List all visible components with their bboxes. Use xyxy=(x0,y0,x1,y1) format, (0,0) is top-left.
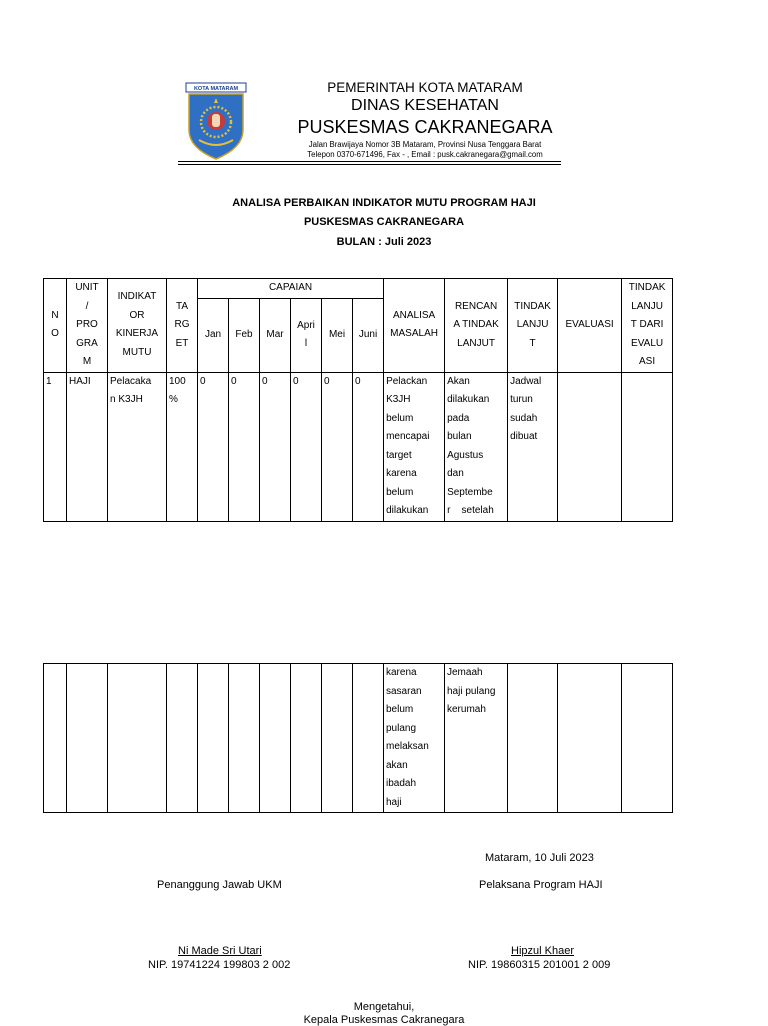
header-target: TA RG ET xyxy=(167,279,198,373)
office-name: DINAS KESEHATAN xyxy=(351,97,499,114)
cell-empty xyxy=(260,664,291,813)
cell-empty xyxy=(622,664,673,813)
cell-empty xyxy=(229,664,260,813)
cell-month: 0 xyxy=(322,372,353,521)
cell-empty xyxy=(322,664,353,813)
cell-target: 100 % xyxy=(167,372,198,521)
cell-month: 0 xyxy=(353,372,384,521)
kota-mataram-logo xyxy=(185,82,247,160)
indicator-table xyxy=(43,278,673,522)
place-date: Mataram, 10 Juli 2023 xyxy=(485,852,594,864)
header-month: Jan xyxy=(198,298,229,372)
table-row xyxy=(44,372,673,521)
cell-empty xyxy=(198,664,229,813)
cell-analisa-cont: karena sasaran belum pulang melaksan akan ibadah haji xyxy=(384,664,445,813)
header-month: Mei xyxy=(322,298,353,372)
cell-indikator: Pelacaka n K3JH xyxy=(108,372,167,521)
header-month: Apri l xyxy=(291,298,322,372)
header-tindak: TINDAK LANJU T xyxy=(508,279,558,373)
report-title: ANALISA PERBAIKAN INDIKATOR MUTU PROGRAM HAJI xyxy=(232,197,536,209)
header-evaluasi: EVALUASI xyxy=(558,279,622,373)
header-rule xyxy=(178,161,561,162)
header-unit: UNIT / PRO GRA M xyxy=(67,279,108,373)
table-row xyxy=(44,664,673,813)
header-indikator: INDIKAT OR KINERJA MUTU xyxy=(108,279,167,373)
head-signer-role: Kepala Puskesmas Cakranegara xyxy=(303,1014,465,1026)
report-month: BULAN : Juli 2023 xyxy=(336,236,432,248)
cell-rencana-cont: Jemaah haji pulang kerumah xyxy=(445,664,508,813)
left-signer-role: Penanggung Jawab UKM xyxy=(157,879,282,891)
cell-tindak: Jadwal turun sudah dibuat xyxy=(508,372,558,521)
report-subtitle: PUSKESMAS CAKRANEGARA xyxy=(303,216,465,228)
right-signer-nip: NIP. 19860315 201001 2 009 xyxy=(468,959,611,971)
logo-label: KOTA MATARAM xyxy=(193,86,239,92)
left-signer-name: Ni Made Sri Utari xyxy=(178,945,262,957)
puskesmas-name: PUSKESMAS CAKRANEGARA xyxy=(297,117,553,137)
cell-empty xyxy=(167,664,198,813)
indicator-table-continued xyxy=(43,663,673,813)
header-month: Juni xyxy=(353,298,384,372)
cell-tindak-evaluasi xyxy=(622,372,673,521)
cell-empty xyxy=(508,664,558,813)
right-signer-name: Hipzul Khaer xyxy=(511,945,574,957)
header-month: Feb xyxy=(229,298,260,372)
govt-name: PEMERINTAH KOTA MATARAM xyxy=(327,80,523,95)
cell-empty xyxy=(558,664,622,813)
contact-line: Telepon 0370-671496, Fax - , Email : pusk.cakranegara@gmail.com xyxy=(307,150,543,159)
header-month: Mar xyxy=(260,298,291,372)
cell-analisa: Pelackan K3JH belum mencapai target karena belum dilakukan xyxy=(384,372,445,521)
header-rencana: RENCAN A TINDAK LANJUT xyxy=(445,279,508,373)
cell-month: 0 xyxy=(260,372,291,521)
cell-month: 0 xyxy=(198,372,229,521)
header-capaian: CAPAIAN xyxy=(198,279,384,299)
cell-month: 0 xyxy=(291,372,322,521)
header-tindak-evaluasi: TINDAK LANJU T DARI EVALU ASI xyxy=(622,279,673,373)
cell-empty xyxy=(44,664,67,813)
cell-evaluasi xyxy=(558,372,622,521)
cell-empty xyxy=(291,664,322,813)
acknowledge-label: Mengetahui, xyxy=(353,1001,415,1013)
header-analisa: ANALISA MASALAH xyxy=(384,279,445,373)
header-no: N O xyxy=(44,279,67,373)
cell-empty xyxy=(67,664,108,813)
cell-no: 1 xyxy=(44,372,67,521)
header-rule-thin xyxy=(178,164,561,165)
cell-unit: HAJI xyxy=(67,372,108,521)
left-signer-nip: NIP. 19741224 199803 2 002 xyxy=(148,959,291,971)
cell-empty xyxy=(108,664,167,813)
address-line: Jalan Brawijaya Nomor 3B Mataram, Provinsi Nusa Tenggara Barat xyxy=(308,140,542,149)
cell-month: 0 xyxy=(229,372,260,521)
cell-rencana: Akan dilakukan pada bulan Agustus dan Septembe r setelah xyxy=(445,372,508,521)
right-signer-role: Pelaksana Program HAJI xyxy=(479,879,603,891)
cell-empty xyxy=(353,664,384,813)
